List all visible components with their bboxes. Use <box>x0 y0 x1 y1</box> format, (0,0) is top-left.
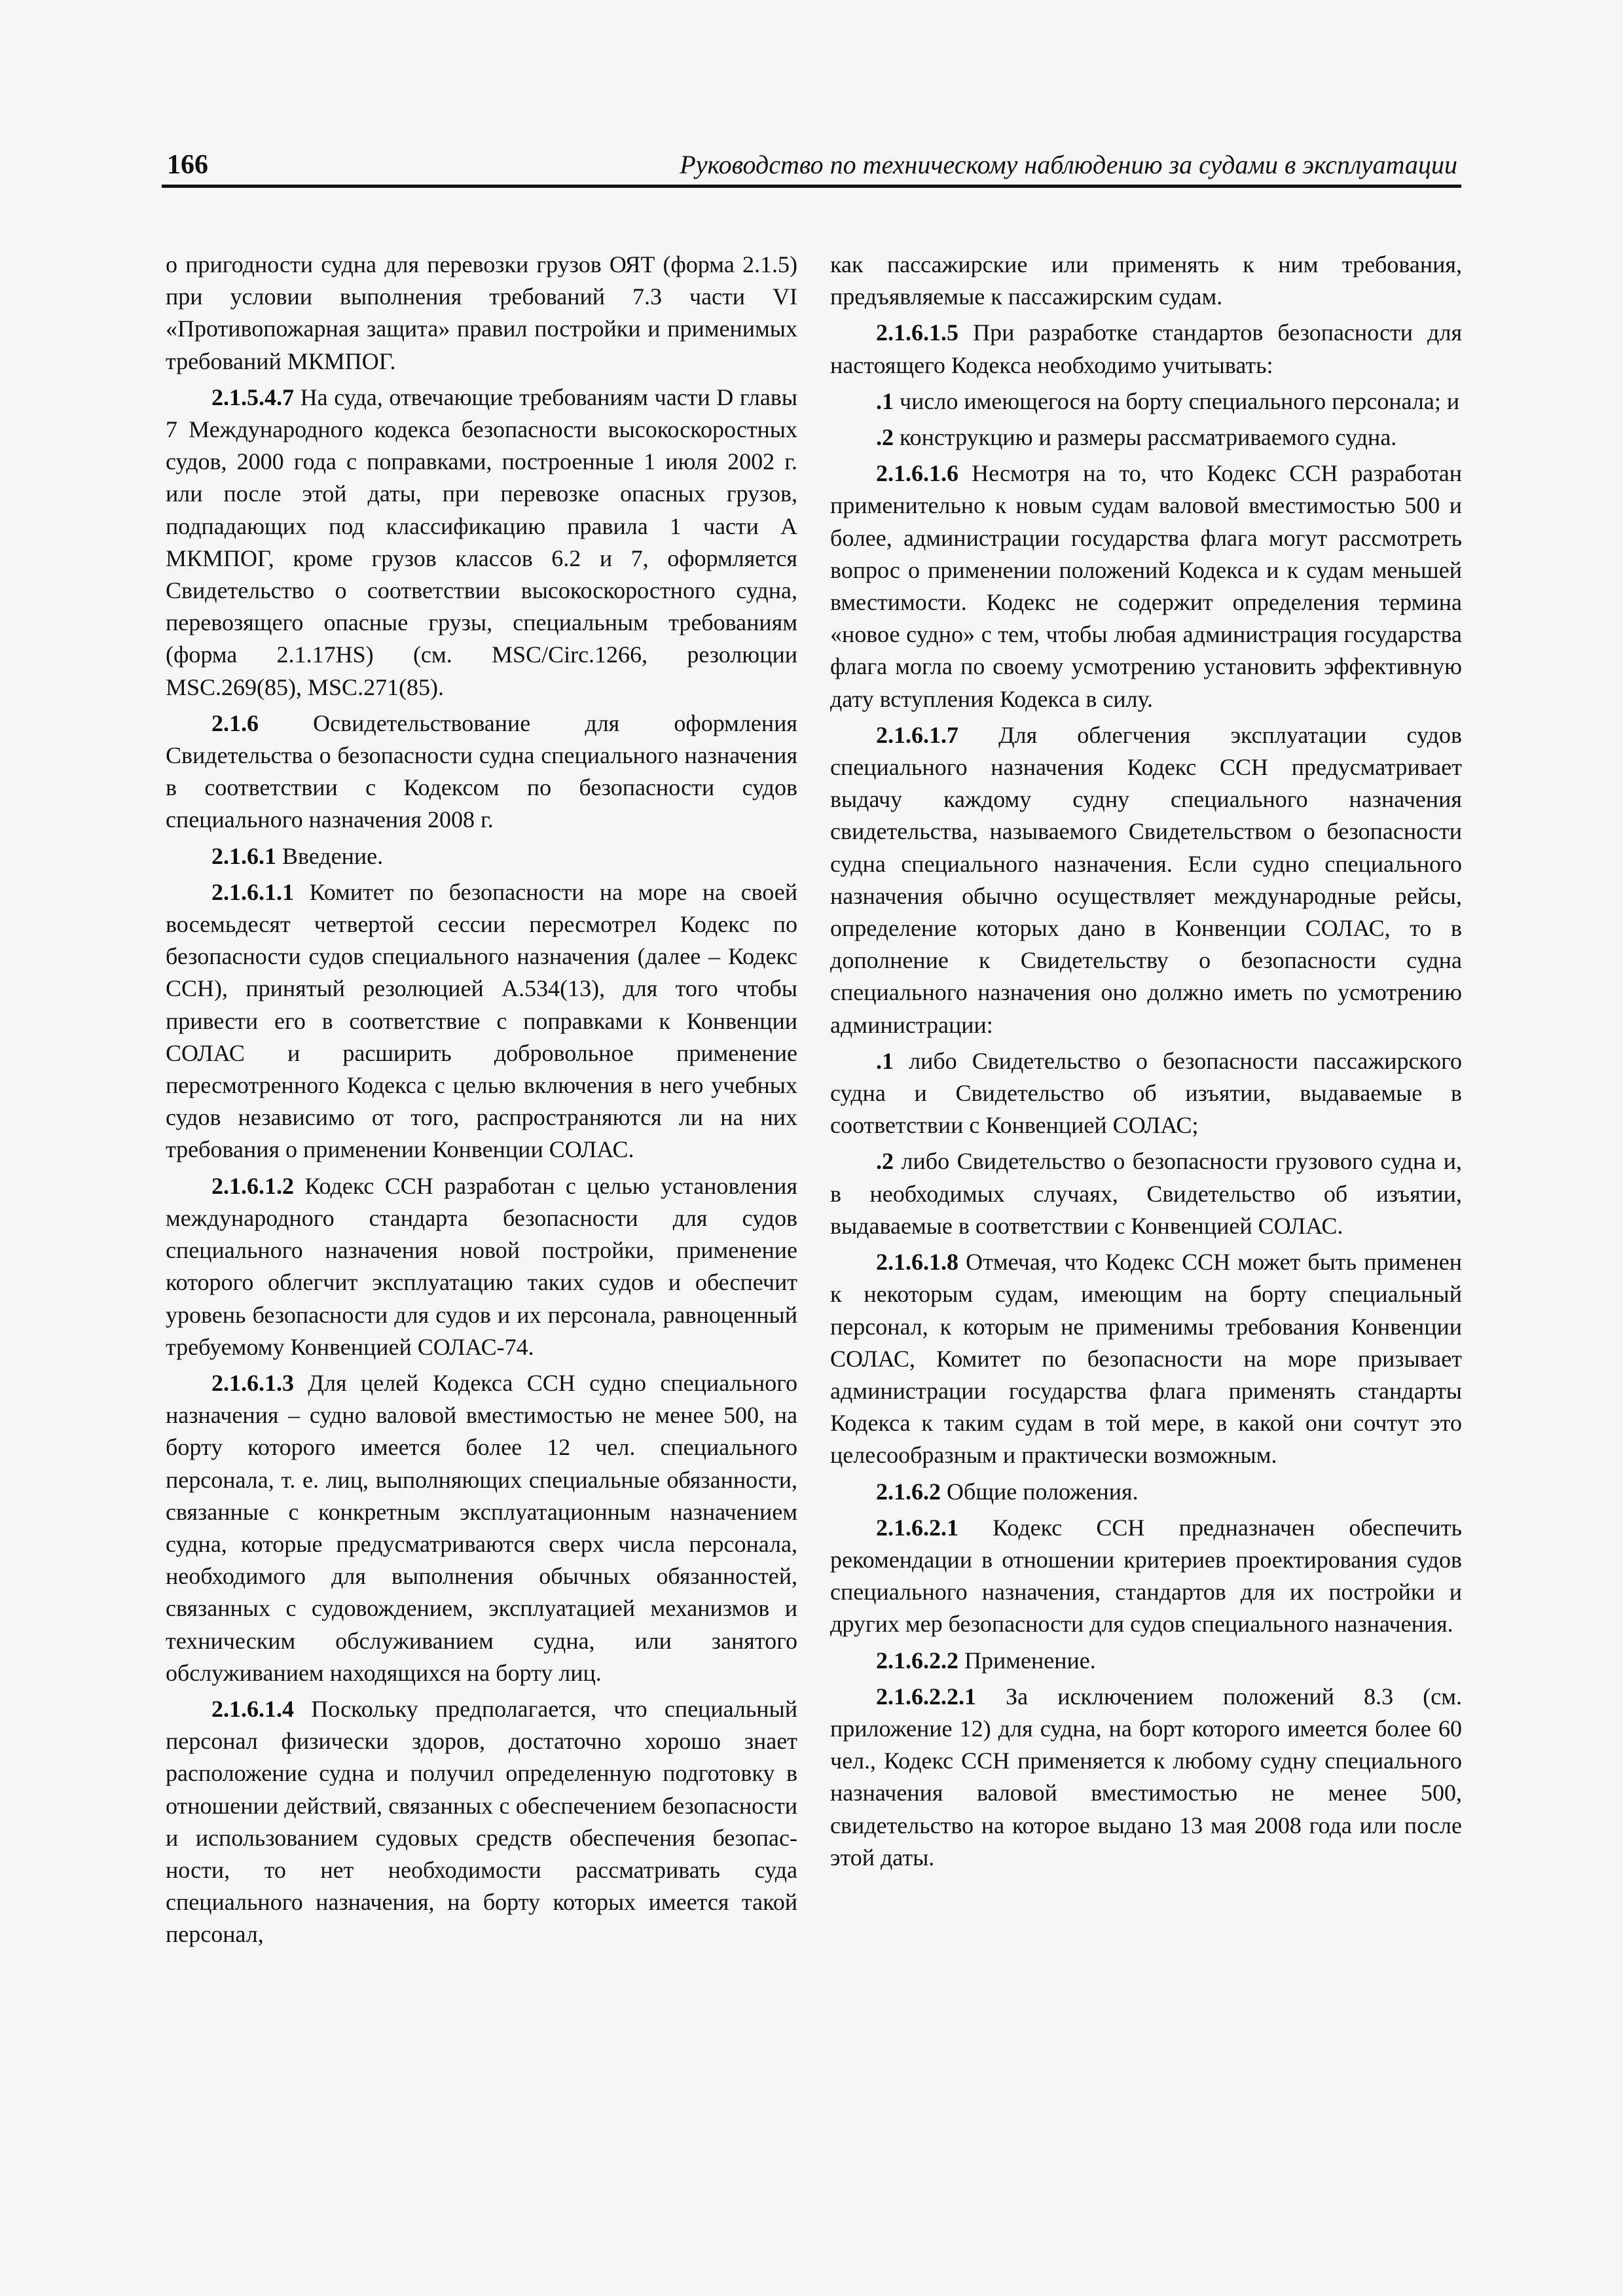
paragraph-text: либо Свидетельство о безопасности пассажирского судна и Свидетельство об изъятии, выдаваемые в соответствии с Конвенцией СОЛАС; <box>830 1047 1462 1139</box>
paragraph-text: За исключением положений 8.3 (см. приложение 12) для судна, на борт которого имеется более 60 чел., Кодекс ССН применяется к любому судну специального назначения валовой вместимостью не менее 500, свидетельство на которое выдано 13 мая 2008 года или после этой даты. <box>830 1683 1462 1871</box>
section-number: 2.1.6 <box>211 709 259 736</box>
section-number: .1 <box>876 1047 894 1074</box>
paragraph-text: При разработке стандартов безопасности для настоящего Кодекса необходимо учитывать: <box>830 319 1462 378</box>
paragraph <box>830 719 1462 1041</box>
paragraph <box>830 422 1462 454</box>
paragraph <box>166 708 797 836</box>
section-number: 2.1.6.2.2 <box>876 1647 958 1674</box>
section-number: 2.1.6.1.1 <box>211 878 294 905</box>
paragraph-text: либо Свидетельство о безопасности грузового судна и, в необходимых случаях, Свидетельство об изъятии, выдаваемые в соответствии с Конвенцией СОЛАС. <box>830 1148 1462 1239</box>
section-number: 2.1.6.1.6 <box>876 460 958 487</box>
paragraph <box>830 457 1462 715</box>
paragraph-text: Кодекс ССН разработан с целью установления международного стандарта безопасности для судов специального назначения новой постройки, применение которого облегчит эксплуатацию таких судов и обеспечит уровень безопасности для судов и их персонала, равноценный требуемому Конвенцией СОЛАС-74. <box>166 1172 797 1360</box>
paragraph <box>166 382 797 704</box>
page-header <box>162 144 1461 188</box>
paragraph <box>830 1145 1462 1242</box>
paragraph-text: Общие положения. <box>941 1478 1139 1505</box>
paragraph-text: Введение. <box>276 842 384 869</box>
paragraph-text: как пассажирские или применять к ним требования, предъявляемые к пассажирским судам. <box>830 251 1462 310</box>
section-number: 2.1.5.4.7 <box>211 384 294 410</box>
paragraph-text: число имеющегося на борту специального персонала; и <box>894 387 1460 414</box>
paragraph-text: о пригодности судна для перевозки грузов ОЯТ (форма 2.1.5) при условии выполнения требований 7.3 части VI «Противопожарная защита» правил постройки и применимых требований МКМПОГ. <box>166 251 797 374</box>
section-number: 2.1.6.2.1 <box>876 1514 958 1541</box>
section-number: 2.1.6.1.5 <box>876 319 958 346</box>
paragraph-text: Поскольку предполагается, что специальный персонал физически здоров, достаточно хорошо знает расположение судна и получил определенную подготовку в отношении действий, связанных с обеспечением безопасности и использованием судовых средств обеспечения безопас-ности, то нет необходимости рассматривать суда специального назначения, на борту которых имеется такой персонал, <box>166 1695 797 1948</box>
paragraph <box>166 1693 797 1951</box>
paragraph <box>166 249 797 378</box>
running-title: Руководство по техническому наблюдению за судами в эксплуатации <box>680 150 1457 179</box>
section-number: 2.1.6.1.2 <box>211 1172 294 1199</box>
paragraph-text: Кодекс ССН предназначен обеспечить рекомендации в отношении критериев проектирования судов специального назначения, стандартов для их постройки и других мер безопасности для судов специального назначения. <box>830 1514 1462 1638</box>
section-number: 2.1.6.1.7 <box>876 721 958 748</box>
section-number: 2.1.6.1.4 <box>211 1695 294 1722</box>
paragraph <box>830 1045 1462 1142</box>
paragraph-text: Применение. <box>958 1647 1096 1674</box>
paragraph <box>830 1645 1462 1677</box>
paragraph <box>166 876 797 1166</box>
paragraph-text: конструкцию и размеры рассматриваемого судна. <box>894 424 1397 451</box>
section-number: .2 <box>876 424 894 451</box>
section-number: 2.1.6.2 <box>876 1478 941 1505</box>
page-number: 166 <box>167 150 208 180</box>
section-number: 2.1.6.2.2.1 <box>876 1683 976 1710</box>
paragraph <box>830 1476 1462 1508</box>
paragraph <box>830 1681 1462 1874</box>
section-number: .1 <box>876 387 894 414</box>
paragraph-text: Отмечая, что Кодекс ССН может быть применен к некоторым судам, имеющим на борту специальный персонал, к которым не применимы требования Конвенции СОЛАС, Комитет по безопасности на море призывает администрации государства флага применять стандарты Кодекса к таким судам в той мере, в какой они сочтут это целесообразным и практически возможным. <box>830 1249 1462 1469</box>
left-column <box>166 249 797 1955</box>
paragraph-text: Освидетельствование для оформления Свидетельства о безопасности судна специального назначения в соответствии с Кодексом по безопасности судов специального назначения 2008 г. <box>166 709 797 833</box>
section-number: .2 <box>876 1148 894 1175</box>
paragraph-text: Несмотря на то, что Кодекс ССН разработан применительно к новым судам валовой вместимостью 500 и более, администрации государства флага могут рассмотреть вопрос о применении положений Кодекса и к судам меньшей вместимости. Кодекс не содержит определения термина «новое судно» с тем, чтобы любая администрация государства флага могла по своему усмотрению установить эффективную дату вступления Кодекса в силу. <box>830 460 1462 712</box>
paragraph <box>830 249 1462 313</box>
paragraph <box>830 386 1462 418</box>
paragraph-text: Для облегчения эксплуатации судов специального назначения Кодекс ССН предусматривает выдачу каждому судну специального назначения свидетельства, называемого Свидетельством о безопасности судна специального назначения. Если судно специального назначения обычно осуществляет международные рейсы, определение которых дано в Конвенции СОЛАС, то в дополнение к Свидетельству о безопасности судна специального назначения оно должно иметь по усмотрению администрации: <box>830 721 1462 1038</box>
paragraph-text: Комитет по безопасности на море на своей восемьдесят четвертой сессии пересмотрел Кодекс по безопасности судов специального назначения (далее – Кодекс ССН), принятый резолюцией A.534(13), для того чтобы привести его в соответствие с поправками к Конвенции СОЛАС и расширить добровольное применение пересмотренного Кодекса с целью включения в него учебных судов независимо от того, распространяются ли на них требования о применении Конвенции СОЛАС. <box>166 878 797 1163</box>
paragraph <box>830 1512 1462 1641</box>
right-column <box>830 249 1462 1878</box>
paragraph <box>830 1246 1462 1471</box>
paragraph-text: Для целей Кодекса ССН судно специального назначения – судно валовой вместимостью не менее 500, на борту которого имеется более 12 чел. специального персонала, т. е. лиц, выполняющих специальные обязанности, связанные с конкретным эксплуатационным назначением судна, которые предусматриваются сверх числа персонала, необходимого для выполнения обычных обязанностей, связанных с судовождением, эксплуатацией механизмов и техническим обслуживанием судна, или занятого обслуживанием находящихся на борту лиц. <box>166 1369 797 1686</box>
paragraph <box>830 317 1462 381</box>
paragraph <box>166 840 797 872</box>
section-number: 2.1.6.1.3 <box>211 1369 294 1396</box>
paragraph <box>166 1367 797 1689</box>
section-number: 2.1.6.1.8 <box>876 1249 958 1276</box>
paragraph <box>166 1170 797 1363</box>
section-number: 2.1.6.1 <box>211 842 276 869</box>
paragraph-text: На суда, отвечающие требованиям части D главы 7 Международного кодекса безопасности высокоскоростных судов, 2000 года с поправками, построенные 1 июля 2002 г. или после этой даты, при перевозке опасных грузов, подпадающих под классификацию правила 1 части A МКМПОГ, кроме грузов классов 6.2 и 7, оформляется Свидетельство о соответствии высокоскоростного судна, перевозящего опасные грузы, специальным требованиям (форма 2.1.17HS) (см. MSC/Circ.1266, резолюции MSC.269(85), MSC.271(85). <box>166 384 797 700</box>
